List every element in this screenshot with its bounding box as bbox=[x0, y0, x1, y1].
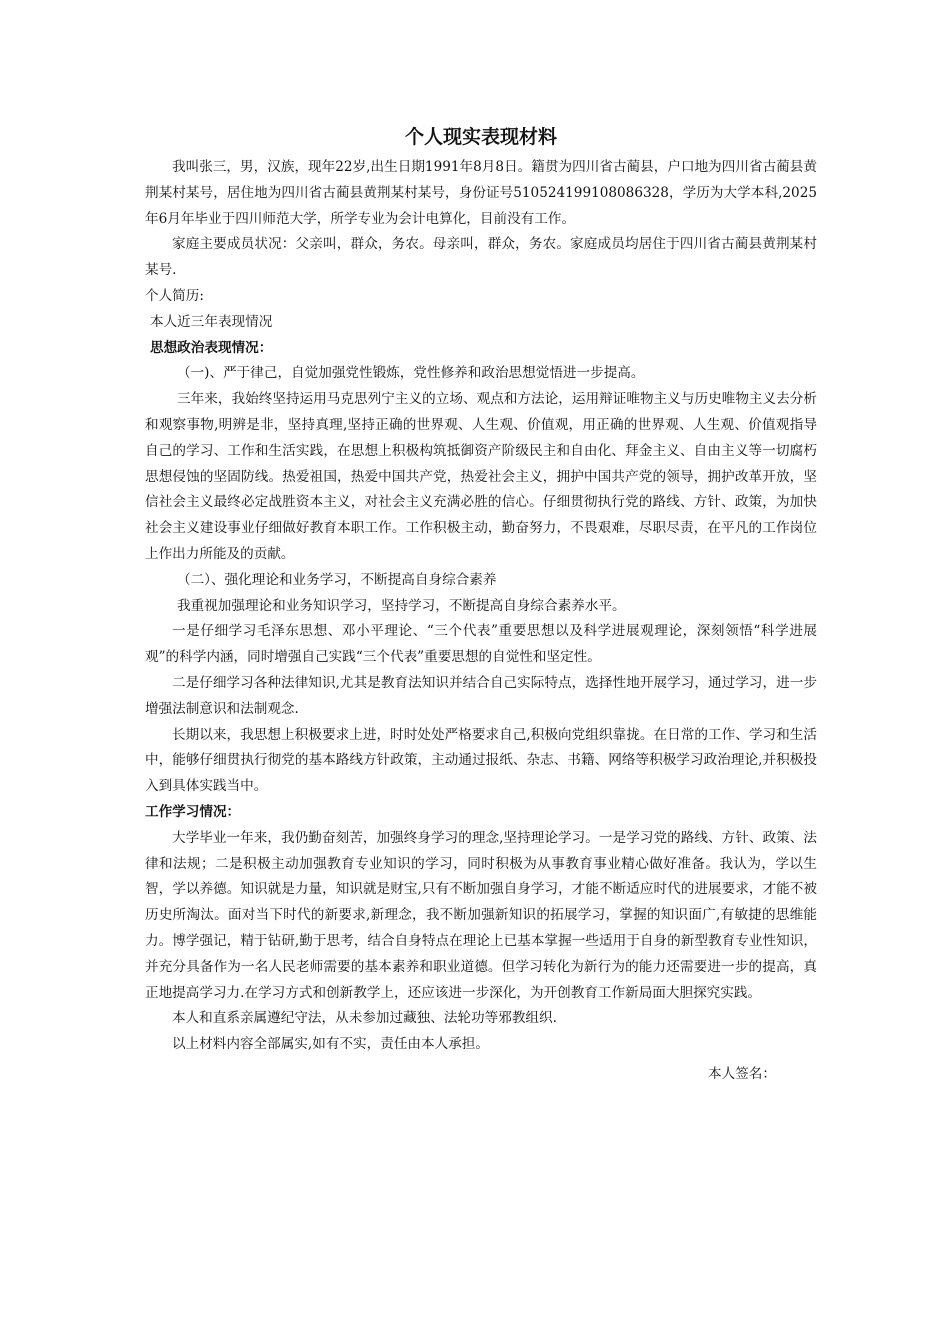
document-title: 个人现实表现材料 bbox=[404, 126, 557, 148]
recent-performance-label: 本人近三年表现情况 bbox=[150, 313, 273, 330]
section-two-intro: 我重视加强理论和业务知识学习，坚持学习，不断提高自身综合素养水平。 bbox=[177, 597, 626, 614]
section-one-heading: （一)、严于律己，自觉加强党性锻炼，党性修养和政治思想觉悟进一步提高。 bbox=[177, 365, 645, 382]
section-two-longterm: 长期以来，我思想上积极要求上进，时时处处严格要求自己,积极向党组织靠拢。在日常的工作、学习和生活中，能够仔细贯执行彻党的基本路线方针政策，主动通过报纸、杂志、书籍、网络等积极学习政治理论,并积极投入到具体实践当中。 bbox=[145, 726, 817, 795]
section-two-heading: （二）、强化理论和业务学习，不断提高自身综合素养 bbox=[177, 571, 497, 588]
family-paragraph: 家庭主要成员状况：父亲叫，群众，务农。母亲叫，群众，务农。家庭成员均居住于四川省古蔺县黄荆某村某号. bbox=[145, 236, 817, 279]
signature-label: 本人签名： bbox=[708, 1065, 776, 1082]
truth-statement: 以上材料内容全部属实,如有不实，责任由本人承担。 bbox=[172, 1036, 489, 1053]
work-study-heading: 工作学习情况： bbox=[145, 803, 241, 820]
section-two-point-two: 二是仔细学习各种法律知识,尤其是教育法知识并结合自己实际特点，选择性地开展学习，通过学习，进一步增强法制意识和法制观念. bbox=[145, 674, 817, 717]
section-two-point-one: 一是仔细学习毛泽东思想、邓小平理论、“三个代表”重要思想以及科学进展观理论，深刻领悟“科学进展观”的科学内涵，同时增强自己实践“三个代表”重要思想的自觉性和坚定性。 bbox=[145, 623, 817, 666]
intro-paragraph: 我叫张三，男，汉族，现年22岁,出生日期1991年8月8日。籍贯为四川省古蔺县，户口地为四川省古蔺县黄荆某村某号，居住地为四川省古蔺县黄荆某村某号，身份证号510524199108086328，学历为大学本科,2025年6月年毕业于四川师范大学，所学专业为会计电算化，目前没有工作。 bbox=[145, 159, 817, 227]
law-abiding-statement: 本人和直系亲属遵纪守法，从未参加过藏独、法轮功等邪教组织. bbox=[172, 1010, 557, 1027]
political-heading: 思想政治表现情况： bbox=[150, 339, 273, 356]
resume-label: 个人简历: bbox=[145, 287, 204, 304]
section-one-body: 三年来，我始终坚持运用马克思列宁主义的立场、观点和方法论，运用辩证唯物主义与历史唯物主义去分析和观察事物,明辨是非，坚持真理,坚持正确的世界观、人生观、价值观，用正确的世界观、人生观、价值观指导自己的学习、工作和生活实践，在思想上积极构筑抵御资产阶级民主和自由化、拜金主义、自由主义等一切腐朽思想侵蚀的坚固防线。热爱祖国，热爱中国共产党，热爱社会主义，拥护中国共产党的领导，拥护改革开放，坚信社会主义最终必定战胜资本主义，对社会主义充满必胜的信心。仔细贯彻执行党的路线、方针、政策，为加快社会主义建设事业仔细做好教育本职工作。工作积极主动，勤奋努力，不畏艰难，尽职尽责，在平凡的工作岗位上作出力所能及的贡献。 bbox=[145, 391, 817, 562]
document-body bbox=[145, 124, 817, 1088]
work-study-body: 大学毕业一年来，我仍勤奋刻苦，加强终身学习的理念,坚持理论学习。一是学习党的路线、方针、政策、法律和法规；二是积极主动加强教育专业知识的学习，同时积极为从事教育事业精心做好准备。我认为，学以生智，学以养德。知识就是力量，知识就是财宝,只有不断加强自身学习，才能不断适应时代的进展要求，才能不被历史所淘汰。面对当下时代的新要求,新理念，我不断加强新知识的拓展学习，掌握的知识面广,有敏捷的思维能力。博学强记，精于钻研,勤于思考，结合自身特点在理论上已基本掌握一些适用于自身的新型教育专业性知识，并充分具备作为一名人民老师需要的基本素养和职业道德。但学习转化为新行为的能力还需要进一步的提高，真正地提高学习力.在学习方式和创新教学上，还应该进一步深化，为开创教育工作新局面大胆探究实践。 bbox=[145, 829, 817, 1001]
